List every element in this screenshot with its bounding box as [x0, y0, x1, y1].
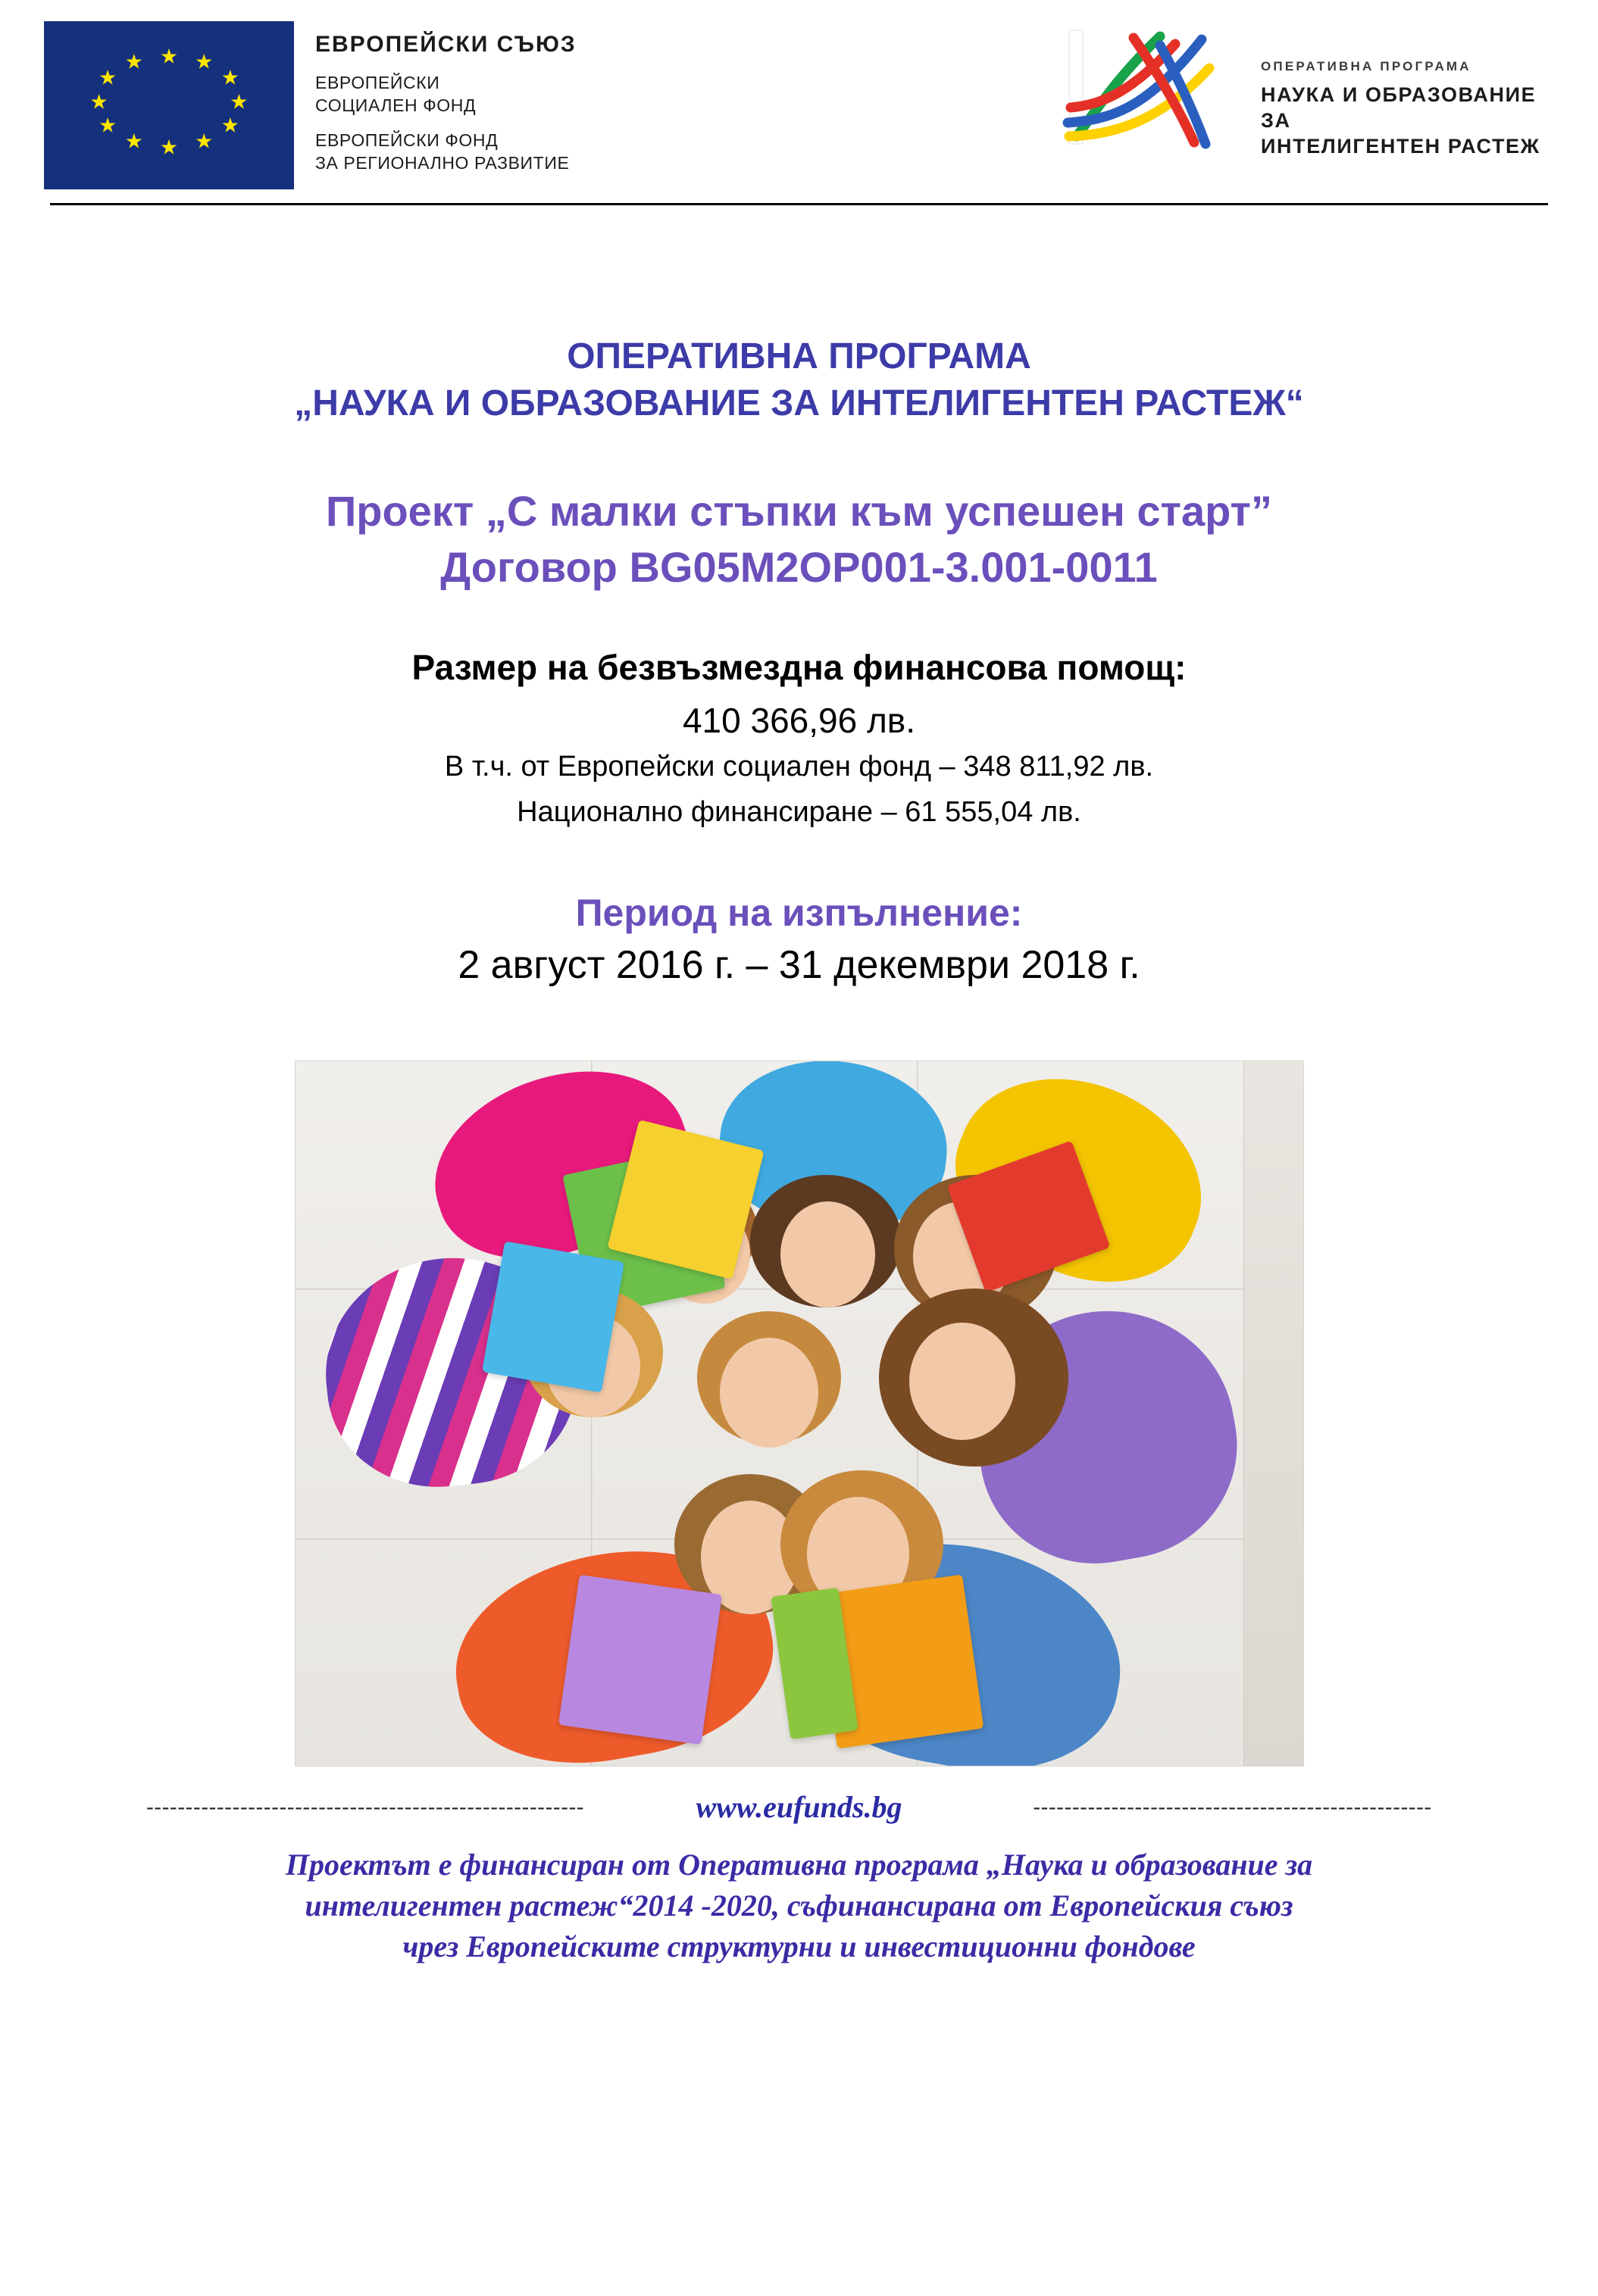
- project-title: [68, 483, 1530, 595]
- eu-title: ЕВРОПЕЙСКИ СЪЮЗ: [315, 32, 577, 57]
- grant-esf-share: В т.ч. от Европейски социален фонд – 348 811,92 лв.: [444, 751, 1154, 783]
- op-logo-block: [1046, 23, 1571, 159]
- program-title-line2: „НАУКА И ОБРАЗОВАНИЕ ЗА ИНТЕЛИГЕНТЕН РАСТЕЖ“: [294, 383, 1304, 423]
- op-title-line2: ИНТЕЛИГЕНТЕН РАСТЕЖ: [1261, 135, 1540, 158]
- header-divider: [50, 203, 1548, 205]
- photo-container: [68, 1061, 1530, 1767]
- op-text-block: [1261, 59, 1571, 159]
- document-footer: [0, 1789, 1598, 1967]
- main-content: [0, 333, 1598, 1767]
- document-header: [0, 0, 1598, 220]
- eu-subtitle-erdf-line2: ЗА РЕГИОНАЛНО РАЗВИТИЕ: [315, 153, 570, 173]
- program-title: [68, 333, 1530, 427]
- op-title-line1: НАУКА И ОБРАЗОВАНИЕ ЗА: [1261, 83, 1537, 132]
- eu-subtitle-esf: [315, 71, 577, 117]
- op-science-education-logo-icon: [1046, 23, 1247, 152]
- period-value: 2 август 2016 г. – 31 декември 2018 г.: [458, 943, 1140, 987]
- grant-national-share: Национално финансиране – 61 555,04 лв.: [517, 796, 1081, 828]
- period-label: Период на изпълнение:: [575, 892, 1023, 934]
- footer-link-row: [45, 1789, 1553, 1825]
- footer-dashes-right: ---------------------------------------------------: [1033, 1795, 1432, 1819]
- footer-disclaimer-line3: чрез Европейските структурни и инвестиционни фондове: [402, 1929, 1196, 1963]
- footer-disclaimer-line1: Проектът е финансиран от Оперативна програма „Наука и образование за: [285, 1848, 1313, 1882]
- eu-subtitle-esf-line2: СОЦИАЛЕН ФОНД: [315, 95, 477, 115]
- op-subtitle: ОПЕРАТИВНА ПРОГРАМА: [1261, 59, 1471, 73]
- eu-emblem-block: [44, 21, 577, 189]
- eu-subtitle-erdf-line1: ЕВРОПЕЙСКИ ФОНД: [315, 130, 499, 150]
- header-logos: [27, 0, 1571, 203]
- footer-dashes-left: --------------------------------------------------------: [146, 1795, 585, 1819]
- grant-label: Размер на безвъзмездна финансова помощ:: [411, 648, 1187, 687]
- eufunds-link[interactable]: www.eufunds.bg: [696, 1790, 902, 1824]
- eu-subtitle-esf-line1: ЕВРОПЕЙСКИ: [315, 73, 440, 92]
- program-title-line1: ОПЕРАТИВНА ПРОГРАМА: [567, 336, 1031, 376]
- eu-subtitle-erdf: [315, 129, 577, 174]
- eu-text-block: [315, 32, 577, 186]
- op-title: [1261, 82, 1571, 159]
- children-with-books-photo: [295, 1061, 1304, 1767]
- project-contract-number: Договор BG05M2OP001-3.001-0011: [440, 543, 1158, 591]
- project-name: Проект „С малки стъпки към успешен старт”: [326, 487, 1272, 535]
- footer-disclaimer: [45, 1845, 1553, 1967]
- eu-flag-icon: ★ ★ ★ ★ ★ ★ ★ ★ ★ ★ ★ ★: [44, 21, 294, 189]
- footer-disclaimer-line2: интелигентен растеж“2014 -2020, съфинансирана от Европейския съюз: [305, 1888, 1293, 1923]
- grant-amount: 410 366,96 лв.: [682, 701, 916, 740]
